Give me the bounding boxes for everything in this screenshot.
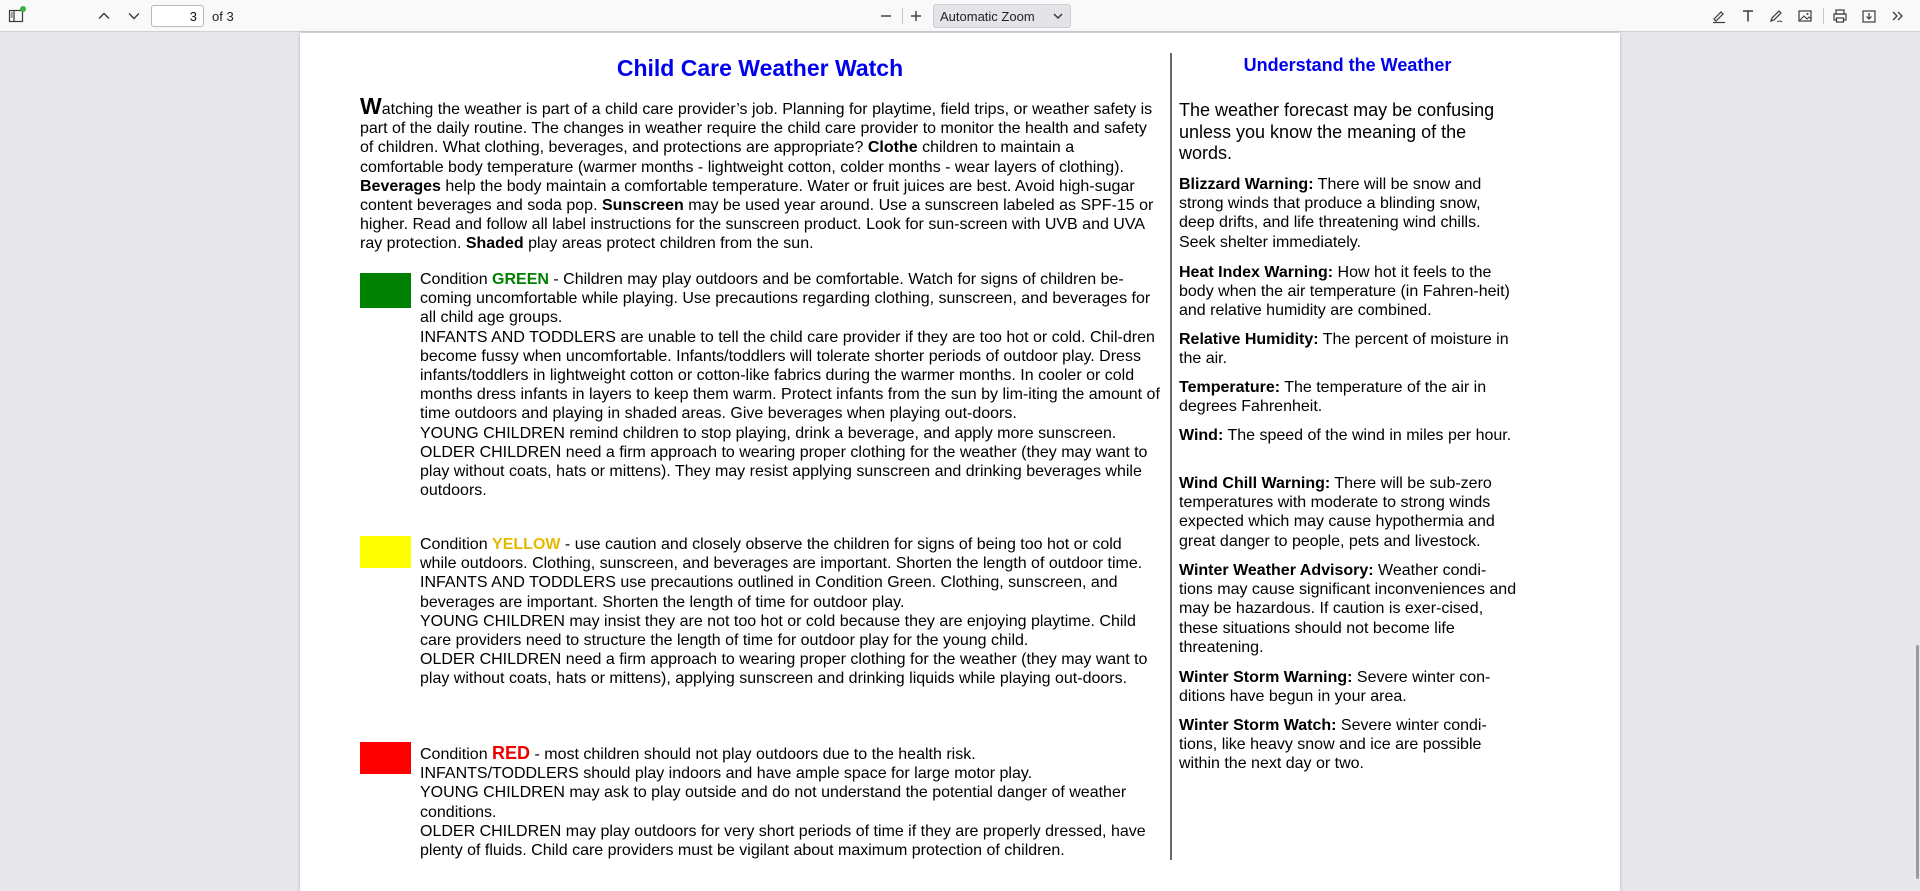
chevron-down-icon xyxy=(1052,10,1064,22)
definition-term: Relative Humidity: xyxy=(1179,331,1319,348)
definition-term: Wind Chill Warning: xyxy=(1179,475,1331,492)
more-icon xyxy=(1890,8,1906,24)
sidebar-toggle-button[interactable] xyxy=(4,4,28,28)
highlight-icon xyxy=(1711,8,1727,24)
text-icon xyxy=(1740,8,1756,24)
pdf-page xyxy=(300,33,1620,891)
definition-text: How hot it feels to the body when the air temperature (in Fahren-heit) and relative humidity are combined. xyxy=(1179,264,1510,320)
definition-term: Blizzard Warning: xyxy=(1179,176,1314,193)
sidebar-title: Understand the Weather xyxy=(1243,55,1452,75)
page-count-label: of 3 xyxy=(212,9,234,24)
chevron-up-icon xyxy=(96,8,112,24)
condition-prefix: Condition xyxy=(420,271,493,288)
intro-text: may be used year around. Use a sunscreen labeled as SPF-15 or higher. Read and follow all label instructions for the sunscreen product. Look for sun-screen with UVB and UVA ray protection. xyxy=(360,197,1154,253)
definition-text: Weather condi-tions may cause significant inconveniences and may be hazardous. If caution is exer-cised, these situations should not become life threatening. xyxy=(1179,562,1517,656)
definition-text: The percent of moisture in the air. xyxy=(1179,331,1509,368)
previous-page-button[interactable] xyxy=(92,4,116,28)
condition-lead xyxy=(420,270,1160,328)
intro-keyword: Sunscreen xyxy=(601,197,684,215)
zoom-select-value: Automatic Zoom xyxy=(940,9,1035,24)
definition-text: Severe winter condi-tions, like heavy snow and ice are possible within the next day or two. xyxy=(1179,717,1487,773)
young-children-guidance: YOUNG CHILDREN remind children to stop playing, drink a beverage, and apply more sunscreen. xyxy=(420,424,1117,442)
older-children-guidance: OLDER CHILDREN need a firm approach to wearing proper clothing for the weather (they may want to play without coats, hats or mittens). They may resist applying sunscreen and drinking beverages while outdoors. xyxy=(420,443,1148,500)
infants-guidance: INFANTS AND TODDLERS use precautions outlined in Condition Green. Clothing, sunscreen, and beverages are important. Shorten the length of time for outdoor play. xyxy=(420,574,1118,611)
condition-level: RED xyxy=(492,743,531,763)
condition-description: - use caution and closely observe the children for signs of being too hot or cold while outdoors. Clothing, sunscreen, and beverages are important. Shorten the length of outdoor time. xyxy=(420,536,1143,573)
document-viewer[interactable] xyxy=(0,33,1920,891)
condition-text xyxy=(420,535,1160,689)
pdf-toolbar xyxy=(0,0,1920,32)
minus-icon xyxy=(878,8,894,24)
red-swatch xyxy=(360,742,411,774)
condition-lead xyxy=(420,744,1160,764)
intro-keyword: Clothe xyxy=(867,139,918,157)
column-divider xyxy=(1170,53,1172,860)
print-button[interactable] xyxy=(1828,4,1852,28)
condition-text xyxy=(420,270,1160,500)
green-swatch xyxy=(360,273,411,308)
definition-term: Winter Storm Watch: xyxy=(1179,717,1337,734)
draw-button[interactable] xyxy=(1764,4,1788,28)
intro-keyword: Beverages xyxy=(360,177,441,195)
image-icon xyxy=(1797,8,1813,24)
definition-item xyxy=(1179,263,1519,321)
add-text-button[interactable] xyxy=(1736,4,1760,28)
draw-icon xyxy=(1768,8,1784,24)
page-number-input[interactable] xyxy=(151,5,204,27)
intro-text: children to maintain a comfortable body temperature (warmer months - lightweight cotton, colder months - wear layers of clothing). xyxy=(360,139,1124,176)
older-children-guidance: OLDER CHILDREN need a firm approach to wearing proper clothing for the weather (they may want to play without coats, hats or mittens), applying sunscreen and drinking liquids while playing out-doors. xyxy=(420,651,1148,688)
definition-text: There will be snow and strong winds that produce a blinding snow, deep drifts, and life threatening wind chills. Seek shelter immediately. xyxy=(1179,176,1482,251)
save-button[interactable] xyxy=(1857,4,1881,28)
definition-text: There will be sub-zero temperatures with moderate to strong winds expected which may cause hypothermia and great danger to people, pets and livestock. xyxy=(1179,475,1495,550)
vertical-scrollbar[interactable] xyxy=(1914,33,1920,891)
definition-term: Winter Weather Advisory: xyxy=(1179,562,1374,579)
definition-term: Heat Index Warning: xyxy=(1179,264,1334,281)
notification-dot xyxy=(20,6,26,12)
definition-item xyxy=(1179,474,1519,551)
sidebar-intro: The weather forecast may be confusing unless you know the meaning of the words. xyxy=(1179,100,1495,163)
definition-item xyxy=(1179,716,1519,774)
add-image-button[interactable] xyxy=(1793,4,1817,28)
intro-text: atching the weather is part of a child care provider’s job. Planning for playtime, field trips, or weather safety is part of the daily routine. The changes in weather require the child care provider to monitor the health and safety of children. What clothing, beverages, and protections are appropriate? xyxy=(360,101,1153,157)
definition-item xyxy=(1179,175,1519,252)
condition-level: YELLOW xyxy=(492,536,561,553)
plus-icon xyxy=(908,8,924,24)
more-tools-button[interactable] xyxy=(1886,4,1910,28)
condition-prefix: Condition xyxy=(420,536,493,553)
condition-level: GREEN xyxy=(492,271,549,288)
infants-guidance: INFANTS/TODDLERS should play indoors and have ample space for large motor play. xyxy=(420,765,1033,783)
young-children-guidance: YOUNG CHILDREN may ask to play outside and do not understand the potential danger of weather conditions. xyxy=(420,784,1127,821)
chevron-down-icon xyxy=(126,8,142,24)
intro-keyword: Shaded xyxy=(465,235,524,253)
infants-guidance: INFANTS AND TODDLERS are unable to tell the child care provider if they are too hot or cold. Chil-dren become fussy when uncomfortable. Infants/toddlers will tolerate shorter periods of outdoor play. Dress infants/toddlers in lightweight cotton or cotton-like fabrics during the warmer months. In cooler or cold months dress infants in layers to keep them warm. Protect infants from the sun by lim-iting the amount of time outdoors and playing in shaded areas. Give beverages when playing out-doors. xyxy=(420,328,1160,423)
highlight-button[interactable] xyxy=(1707,4,1731,28)
toolbar-divider xyxy=(1823,8,1824,24)
condition-lead xyxy=(420,535,1160,573)
definition-item xyxy=(1179,561,1519,657)
definition-term: Winter Storm Warning: xyxy=(1179,669,1353,686)
definition-item xyxy=(1179,330,1519,368)
definition-text: Severe winter con-ditions have begun in your area. xyxy=(1179,669,1491,706)
scrollbar-thumb[interactable] xyxy=(1916,645,1919,879)
definition-term: Temperature: xyxy=(1179,379,1281,396)
zoom-in-button[interactable] xyxy=(904,4,928,28)
definition-item xyxy=(1179,378,1519,416)
definition-text: The speed of the wind in miles per hour. xyxy=(1223,427,1512,444)
young-children-guidance: YOUNG CHILDREN may insist they are not too hot or cold because they are enjoying playtime. Child care providers need to structure the length of time for outdoor play for the young child. xyxy=(420,612,1136,650)
drop-cap: W xyxy=(360,93,382,119)
save-icon xyxy=(1861,8,1877,24)
yellow-swatch xyxy=(360,536,411,568)
intro-text: help the body maintain a comfortable temperature. Water or fruit juices are best. Avoid high-sugar content beverages and soda pop. xyxy=(360,177,1135,215)
definition-term: Wind: xyxy=(1179,427,1224,444)
older-children-guidance: OLDER CHILDREN may play outdoors for very short periods of time if they are properly dressed, have plenty of fluids. Child care providers must be vigilant about maximum protection of children. xyxy=(420,822,1146,860)
condition-description: - Children may play outdoors and be comfortable. Watch for signs of children be-coming uncomfortable while playing. Use precautions regarding clothing, sunscreen, and beverages for all child age groups. xyxy=(420,271,1151,327)
intro-text: play areas protect children from the sun. xyxy=(523,235,814,253)
zoom-select[interactable] xyxy=(933,4,1071,28)
definition-text: The temperature of the air in degrees Fahrenheit. xyxy=(1179,379,1487,416)
intro-paragraph xyxy=(360,93,1160,254)
condition-prefix: Condition xyxy=(420,746,493,763)
condition-description: - most children should not play outdoors due to the health risk. xyxy=(530,746,976,763)
definition-item xyxy=(1179,426,1519,445)
definition-item xyxy=(1179,668,1519,706)
zoom-out-button[interactable] xyxy=(874,4,898,28)
condition-text xyxy=(420,744,1160,860)
toolbar-divider xyxy=(902,8,903,24)
next-page-button[interactable] xyxy=(122,4,146,28)
print-icon xyxy=(1832,8,1848,24)
page-title: Child Care Weather Watch xyxy=(616,55,904,81)
